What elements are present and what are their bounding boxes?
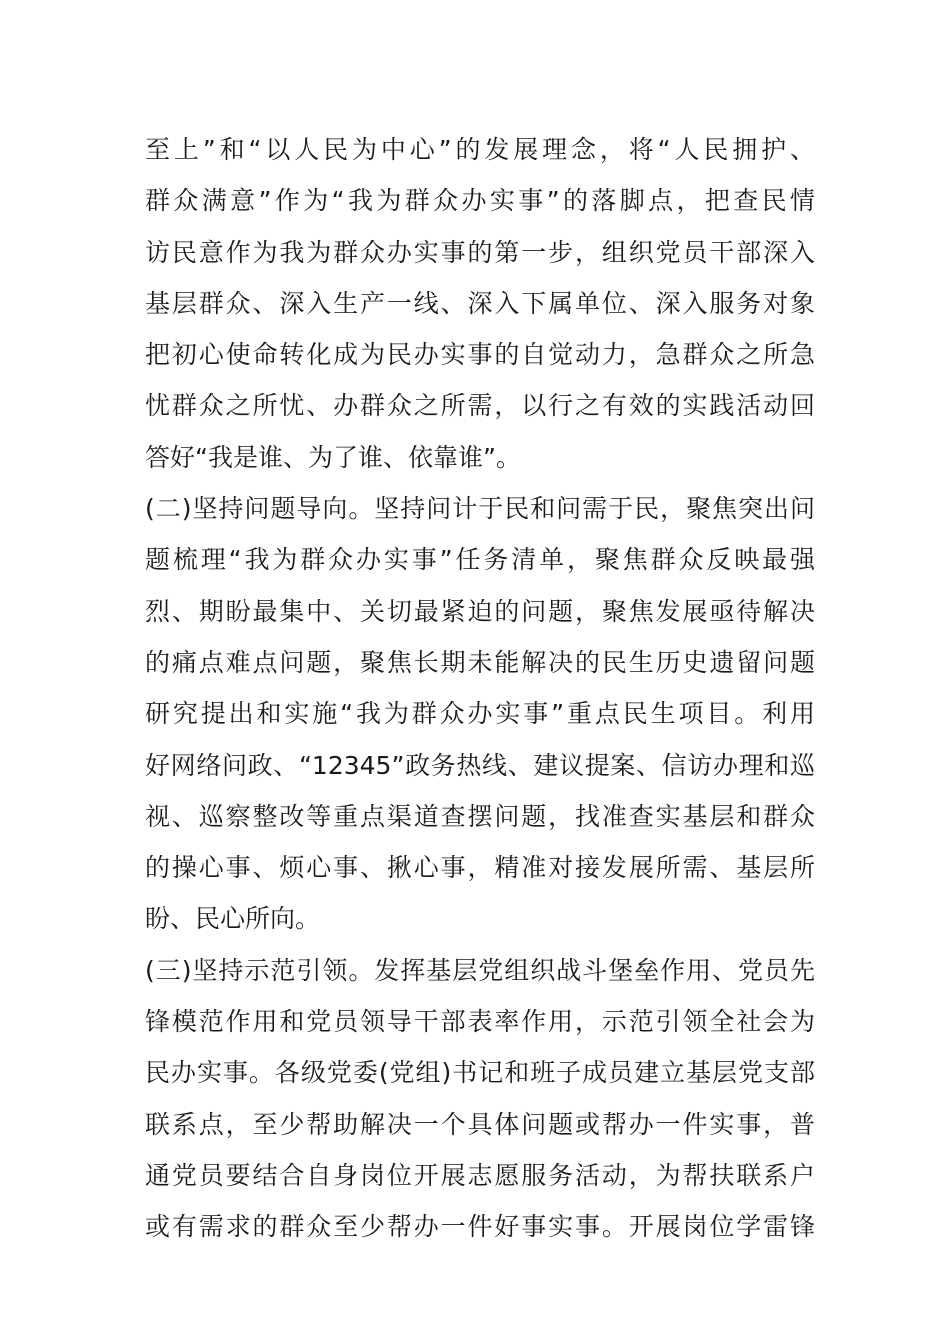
text-line: 忧群众之所忧、办群众之所需，以行之有效的实践活动回	[145, 391, 815, 421]
text-line: 民办实事。各级党委(党组)书记和班子成员建立基层党支部	[145, 1058, 815, 1088]
text-line: 盼、民心所向。	[145, 904, 321, 934]
section-heading-line: (三)坚持示范引领。发挥基层党组织战斗堡垒作用、党员先	[145, 955, 815, 985]
text-line: 或有需求的群众至少帮办一件好事实事。开展岗位学雷锋	[145, 1212, 815, 1242]
text-line: 锋模范作用和党员领导干部表率作用，示范引领全社会为	[145, 1007, 815, 1037]
text-line: 把初心使命转化成为民办实事的自觉动力，急群众之所急	[145, 340, 815, 370]
text-line: 答好“我是谁、为了谁、依靠谁”。	[145, 442, 521, 472]
text-line: 访民意作为我为群众办实事的第一步，组织党员干部深入	[145, 237, 815, 267]
text-line: 研究提出和实施“我为群众办实事”重点民生项目。利用	[145, 699, 815, 729]
text-line: 好网络问政、“12345”政务热线、建议提案、信访办理和巡	[145, 750, 815, 780]
text-line: 烈、期盼最集中、关切最紧迫的问题，聚焦发展亟待解决	[145, 596, 815, 626]
text-line: 至上”和“以人民为中心”的发展理念，将“人民拥护、	[145, 135, 815, 164]
text-line: 视、巡察整改等重点渠道查摆问题，找准查实基层和群众	[145, 801, 815, 831]
text-line: 群众满意”作为“我为群众办实事”的落脚点，把查民情	[145, 186, 815, 216]
text-line: 通党员要结合自身岗位开展志愿服务活动，为帮扶联系户	[145, 1160, 815, 1190]
text-line: 的痛点难点问题，聚焦长期未能解决的民生历史遗留问题	[145, 647, 815, 677]
text-line: 的操心事、烦心事、揪心事，精准对接发展所需、基层所	[145, 853, 815, 883]
text-line: 基层群众、深入生产一线、深入下属单位、深入服务对象	[145, 288, 815, 318]
text-line: 联系点，至少帮助解决一个具体问题或帮办一件实事，普	[145, 1109, 815, 1139]
body-text	[145, 124, 815, 1253]
section-heading-line: (二)坚持问题导向。坚持问计于民和问需于民，聚焦突出问	[145, 494, 815, 524]
text-line: 题梳理“我为群众办实事”任务清单，聚焦群众反映最强	[145, 545, 815, 575]
